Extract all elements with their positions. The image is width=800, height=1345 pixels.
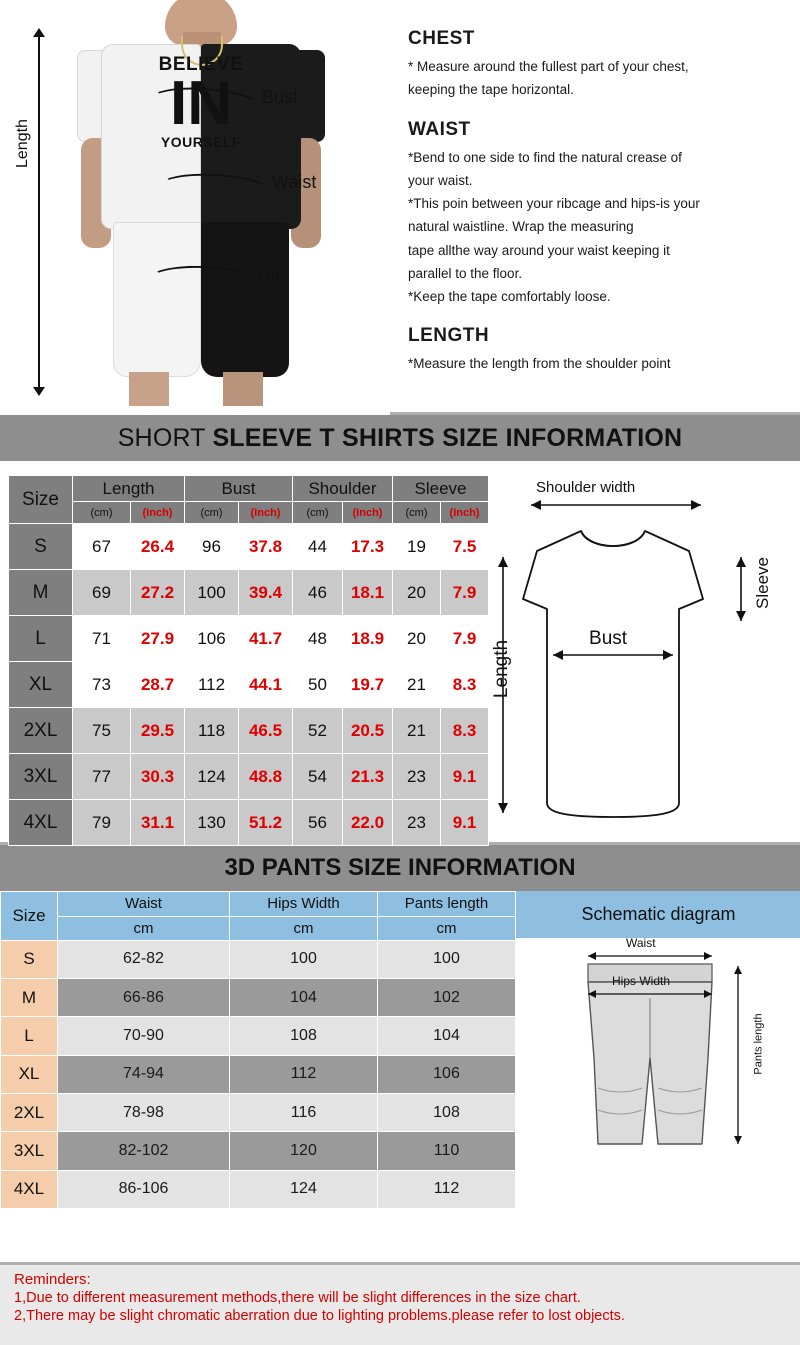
waist-line-5: tape allthe way around your waist keeping it xyxy=(408,242,670,258)
table-row xyxy=(9,662,489,708)
cell-waist: 74-94 xyxy=(58,1055,230,1093)
cell-bust-in: 44.1 xyxy=(239,662,293,708)
cell-shoulder-in: 20.5 xyxy=(343,708,393,754)
cell-shoulder-in: 17.3 xyxy=(343,524,393,570)
cell-bust-cm: 100 xyxy=(185,570,239,616)
shirt-schematic xyxy=(489,463,800,842)
cell-shoulder-cm: 50 xyxy=(293,662,343,708)
cell-size: 2XL xyxy=(9,708,73,754)
header-shoulder: Shoulder xyxy=(293,476,393,502)
cell-size: 3XL xyxy=(9,754,73,800)
pants-section-band xyxy=(0,845,800,891)
header-bust: Bust xyxy=(185,476,293,502)
table-row xyxy=(1,940,516,978)
diagram-label-shoulder-width: Shoulder width xyxy=(536,479,636,496)
table-row xyxy=(1,1017,516,1055)
cell-sleeve-cm: 23 xyxy=(393,754,441,800)
cell-bust-cm: 96 xyxy=(185,524,239,570)
cell-length-cm: 67 xyxy=(73,524,131,570)
cell-size: M xyxy=(1,979,58,1017)
pants-header-hips: Hips Width xyxy=(230,892,378,917)
cell-shoulder-in: 18.1 xyxy=(343,570,393,616)
reminders-title: Reminders: xyxy=(14,1271,91,1288)
cell-shoulder-cm: 48 xyxy=(293,616,343,662)
pants-unit-waist: cm xyxy=(58,916,230,940)
model-leg-left xyxy=(129,372,169,406)
cell-hips: 120 xyxy=(230,1132,378,1170)
pants-unit-length: cm xyxy=(378,916,516,940)
cell-waist: 70-90 xyxy=(58,1017,230,1055)
table-row xyxy=(9,708,489,754)
shirt-title-part1: SHORT xyxy=(117,423,213,452)
cell-hips: 104 xyxy=(230,979,378,1017)
tee-print-line3: YOURSELF xyxy=(160,133,242,150)
cell-sleeve-in: 7.5 xyxy=(441,524,489,570)
cell-sleeve-in: 9.1 xyxy=(441,800,489,846)
cell-length-cm: 75 xyxy=(73,708,131,754)
shirt-section-title xyxy=(118,424,683,453)
cell-bust-cm: 112 xyxy=(185,662,239,708)
cell-hips: 112 xyxy=(230,1055,378,1093)
cell-size: L xyxy=(9,616,73,662)
unit-bust-inch: (Inch) xyxy=(239,502,293,524)
cell-size: L xyxy=(1,1017,58,1055)
cell-length-in: 30.3 xyxy=(131,754,185,800)
table-unit-row xyxy=(9,502,489,524)
tee-print-line1: BELIEVE xyxy=(158,54,244,75)
cell-length: 112 xyxy=(378,1170,516,1208)
waist-line-3: *This poin between your ribcage and hips-is your xyxy=(408,196,700,211)
cell-shoulder-in: 19.7 xyxy=(343,662,393,708)
cell-bust-in: 41.7 xyxy=(239,616,293,662)
cell-bust-cm: 118 xyxy=(185,708,239,754)
cell-sleeve-in: 8.3 xyxy=(441,662,489,708)
diagram-label-sleeve: Sleeve xyxy=(753,557,773,609)
unit-sleeve-inch: (Inch) xyxy=(441,502,489,524)
cell-bust-cm: 130 xyxy=(185,800,239,846)
cell-length: 106 xyxy=(378,1055,516,1093)
shirt-size-section xyxy=(0,463,800,845)
pants-header-size: Size xyxy=(1,892,58,941)
cell-size: S xyxy=(1,940,58,978)
cell-bust-in: 39.4 xyxy=(239,570,293,616)
cell-shoulder-cm: 46 xyxy=(293,570,343,616)
cell-waist: 62-82 xyxy=(58,940,230,978)
tee-panel-white xyxy=(101,44,201,229)
cell-size: 4XL xyxy=(9,800,73,846)
cell-length-cm: 69 xyxy=(73,570,131,616)
cell-shoulder-in: 22.0 xyxy=(343,800,393,846)
model-leg-right xyxy=(223,372,263,406)
table-unit-row xyxy=(1,916,516,940)
table-row xyxy=(9,524,489,570)
waist-line-7: *Keep the tape comfortably loose. xyxy=(408,289,611,304)
cell-sleeve-in: 7.9 xyxy=(441,616,489,662)
chest-heading: CHEST xyxy=(408,28,475,49)
measurement-instructions xyxy=(390,0,800,412)
pants-section-title: 3D PANTS SIZE INFORMATION xyxy=(224,854,576,881)
table-row xyxy=(1,1132,516,1170)
waist-line-6: parallel to the floor. xyxy=(408,265,523,281)
shirt-section-band xyxy=(0,415,800,463)
cell-hips: 116 xyxy=(230,1093,378,1131)
schematic-header: Schematic diagram xyxy=(516,891,800,938)
cell-shoulder-cm: 44 xyxy=(293,524,343,570)
unit-length-inch: (Inch) xyxy=(131,502,185,524)
tee-print-line2: IN xyxy=(170,69,232,138)
header-size: Size xyxy=(9,476,73,524)
cell-bust-cm: 106 xyxy=(185,616,239,662)
photo-label-hip: Hip xyxy=(258,264,286,284)
cell-length: 102 xyxy=(378,979,516,1017)
header-length: Length xyxy=(73,476,185,502)
table-row xyxy=(1,1170,516,1208)
cell-size: XL xyxy=(9,662,73,708)
cell-bust-in: 48.8 xyxy=(239,754,293,800)
cell-bust-in: 37.8 xyxy=(239,524,293,570)
cell-length-cm: 73 xyxy=(73,662,131,708)
cell-size: S xyxy=(9,524,73,570)
header-sleeve: Sleeve xyxy=(393,476,489,502)
model-photo xyxy=(0,0,390,415)
cell-waist: 86-106 xyxy=(58,1170,230,1208)
cell-length-cm: 77 xyxy=(73,754,131,800)
pants-header-waist: Waist xyxy=(58,892,230,917)
cell-shoulder-in: 18.9 xyxy=(343,616,393,662)
photo-label-waist: Waist xyxy=(272,172,317,192)
pants-label-hips-width: Hips Width xyxy=(612,974,671,988)
cell-waist: 82-102 xyxy=(58,1132,230,1170)
shirt-title-part2: SLEEVE T SHIRTS SIZE INFORMATION xyxy=(212,423,683,452)
table-row xyxy=(9,800,489,846)
cell-sleeve-cm: 20 xyxy=(393,570,441,616)
waist-line-1: *Bend to one side to find the natural crease of xyxy=(408,149,682,165)
chest-line-1: * Measure around the fullest part of your chest, xyxy=(408,59,689,74)
cell-length-cm: 79 xyxy=(73,800,131,846)
cell-shoulder-in: 21.3 xyxy=(343,754,393,800)
cell-hips: 100 xyxy=(230,940,378,978)
cell-length-in: 27.2 xyxy=(131,570,185,616)
photo-label-bust: Bust xyxy=(262,87,299,107)
length-heading: LENGTH xyxy=(408,325,490,347)
cell-sleeve-in: 7.9 xyxy=(441,570,489,616)
cell-sleeve-in: 9.1 xyxy=(441,754,489,800)
pants-size-table xyxy=(0,891,516,1209)
pants-size-section xyxy=(0,891,800,1209)
length-line-1: *Measure the length from the shoulder point xyxy=(408,356,671,372)
diagram-label-bust: Bust xyxy=(589,628,628,649)
cell-length-in: 29.5 xyxy=(131,708,185,754)
cell-hips: 124 xyxy=(230,1170,378,1208)
pants-header-length: Pants length xyxy=(378,892,516,917)
cell-size: 2XL xyxy=(1,1093,58,1131)
cell-shoulder-cm: 52 xyxy=(293,708,343,754)
cell-length-in: 31.1 xyxy=(131,800,185,846)
cell-sleeve-cm: 19 xyxy=(393,524,441,570)
reminders-section xyxy=(0,1262,800,1345)
shorts-panel-white xyxy=(113,222,201,377)
shirt-schematic-svg xyxy=(489,473,789,843)
cell-bust-cm: 124 xyxy=(185,754,239,800)
measurement-guide-section xyxy=(0,0,800,415)
cell-length-in: 26.4 xyxy=(131,524,185,570)
pants-unit-hips: cm xyxy=(230,916,378,940)
table-row xyxy=(1,1055,516,1093)
cell-size: XL xyxy=(1,1055,58,1093)
cell-length-in: 27.9 xyxy=(131,616,185,662)
photo-label-length: Length xyxy=(14,119,31,168)
cell-sleeve-in: 8.3 xyxy=(441,708,489,754)
cell-sleeve-cm: 21 xyxy=(393,708,441,754)
waist-line-4: natural waistline. Wrap the measuring xyxy=(408,219,634,235)
chest-line-2: keeping the tape horizontal. xyxy=(408,82,574,98)
table-row xyxy=(9,570,489,616)
cell-waist: 66-86 xyxy=(58,979,230,1017)
pants-label-waist: Waist xyxy=(626,936,656,950)
waist-heading: WAIST xyxy=(408,118,471,140)
cell-length-cm: 71 xyxy=(73,616,131,662)
unit-shoulder-cm: (cm) xyxy=(293,502,343,524)
shorts-panel-black xyxy=(201,222,289,377)
cell-bust-in: 46.5 xyxy=(239,708,293,754)
cell-size: 4XL xyxy=(1,1170,58,1208)
pants-label-pants-length: Pants length xyxy=(752,1013,765,1075)
length-arrow-icon xyxy=(38,36,40,388)
pants-schematic xyxy=(516,938,800,1209)
cell-sleeve-cm: 21 xyxy=(393,662,441,708)
reminder-line-1: 1,Due to different measurement methods,there will be slight differences in the size chart. xyxy=(14,1290,581,1306)
cell-size: 3XL xyxy=(1,1132,58,1170)
cell-size: M xyxy=(9,570,73,616)
cell-bust-in: 51.2 xyxy=(239,800,293,846)
cell-sleeve-cm: 20 xyxy=(393,616,441,662)
cell-shoulder-cm: 56 xyxy=(293,800,343,846)
table-row xyxy=(9,754,489,800)
unit-shoulder-inch: (Inch) xyxy=(343,502,393,524)
diagram-label-length: Length xyxy=(491,639,513,699)
table-header-row xyxy=(9,476,489,502)
shirt-size-table xyxy=(8,475,489,846)
table-header-row xyxy=(1,892,516,917)
reminder-line-2: 2,There may be slight chromatic aberration due to lighting problems.please refer to lost objects. xyxy=(14,1308,625,1324)
cell-length: 108 xyxy=(378,1093,516,1131)
cell-sleeve-cm: 23 xyxy=(393,800,441,846)
unit-sleeve-cm: (cm) xyxy=(393,502,441,524)
waist-line-2: your waist. xyxy=(408,172,473,188)
table-row xyxy=(9,616,489,662)
table-row xyxy=(1,1093,516,1131)
table-row xyxy=(1,979,516,1017)
cell-shoulder-cm: 54 xyxy=(293,754,343,800)
unit-bust-cm: (cm) xyxy=(185,502,239,524)
unit-length-cm: (cm) xyxy=(73,502,131,524)
cell-waist: 78-98 xyxy=(58,1093,230,1131)
cell-length-in: 28.7 xyxy=(131,662,185,708)
pants-schematic-panel xyxy=(516,891,800,1209)
cell-length: 110 xyxy=(378,1132,516,1170)
cell-length: 104 xyxy=(378,1017,516,1055)
cell-hips: 108 xyxy=(230,1017,378,1055)
cell-length: 100 xyxy=(378,940,516,978)
